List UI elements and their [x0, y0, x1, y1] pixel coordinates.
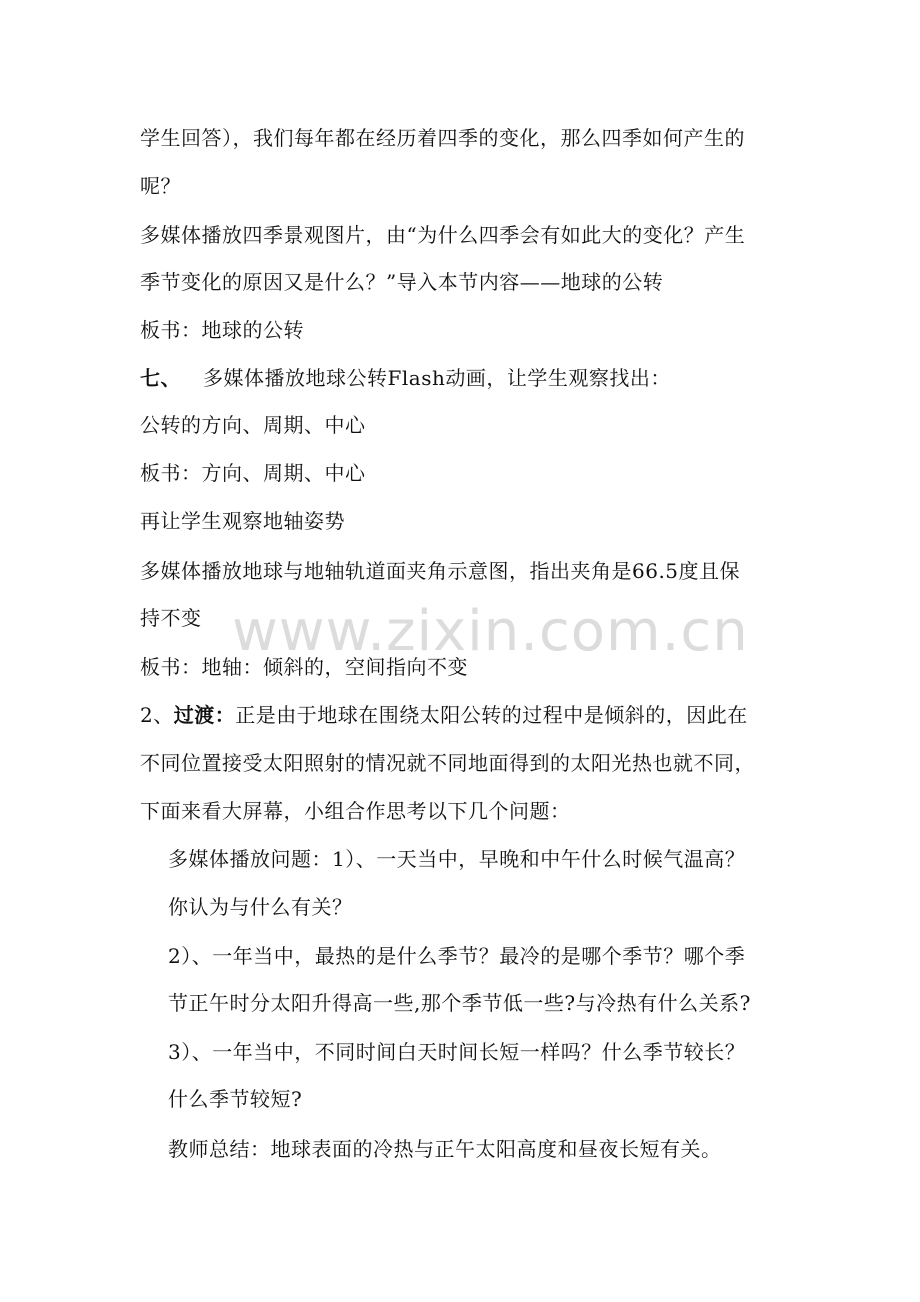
text-line-5: 板书：地球的公转 — [140, 318, 304, 342]
text-line-16: 下面来看大屏幕，小组合作思考以下几个问题： — [140, 799, 571, 823]
question-line-1: 多媒体播放问题：1）、一天当中，早晚和中午什么时候气温高？ — [168, 847, 746, 871]
text-line-7: 公转的方向、周期、中心 — [140, 413, 366, 437]
text-line-11: 持不变 — [140, 606, 202, 630]
text-line-4: 季节变化的原因又是什么？”导入本节内容——地球的公转 — [140, 270, 664, 294]
text-line-1: 学生回答），我们每年都在经历着四季的变化，那么四季如何产生的 — [140, 126, 745, 150]
section-seven-line — [140, 366, 671, 390]
question-line-2: 你认为与什么有关？ — [168, 895, 353, 919]
text-line-9: 再让学生观察地轴姿势 — [140, 509, 345, 533]
question-line-6: 什么季节较短? — [168, 1087, 303, 1111]
text-line-2: 呢？ — [140, 174, 181, 198]
question-line-3: 2）、一年当中，最热的是什么季节？最冷的是哪个季节？哪个季 — [168, 944, 746, 968]
section-seven-text: 多媒体播放地球公转Flash动画，让学生观察找出： — [203, 366, 671, 390]
text-line-8: 板书：方向、周期、中心 — [140, 461, 366, 485]
transition-line — [140, 703, 748, 727]
question-line-4: 节正午时分太阳升得高一些,那个季节低一些?与冷热有什么关系? — [168, 991, 751, 1015]
text-line-12: 板书：地轴：倾斜的，空间指向不变 — [140, 655, 468, 679]
text-line-3: 多媒体播放四季景观图片，由“为什么四季会有如此大的变化？产生 — [140, 223, 746, 247]
text-line-10: 多媒体播放地球与地轴轨道面夹角示意图，指出夹角是66.5度且保 — [140, 559, 741, 583]
item-number: 2、 — [140, 703, 174, 727]
teacher-summary: 教师总结：地球表面的冷热与正午太阳高度和昼夜长短有关。 — [168, 1137, 722, 1161]
question-line-5: 3）、一年当中，不同时间白天时间长短一样吗？什么季节较长？ — [168, 1040, 746, 1064]
transition-label: 过渡： — [173, 703, 236, 727]
section-number: 七、 — [140, 366, 181, 390]
text-line-15: 不同位置接受太阳照射的情况就不同地面得到的太阳光热也就不同， — [140, 751, 755, 775]
transition-text: 正是由于地球在围绕太阳公转的过程中是倾斜的，因此在 — [235, 703, 748, 727]
watermark: www.zixin.com.cn — [232, 599, 749, 664]
